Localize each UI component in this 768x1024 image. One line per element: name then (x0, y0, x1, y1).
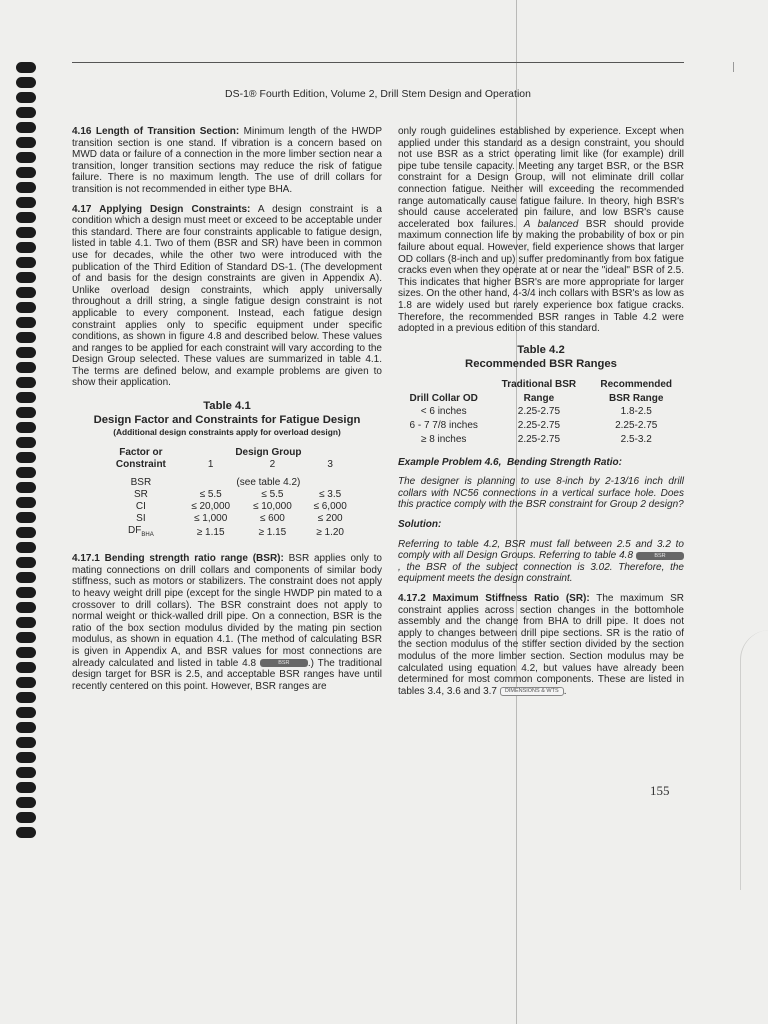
example-problem-label: Example Problem 4.6, (398, 456, 502, 468)
binding-hole (16, 572, 36, 583)
example-problem-title: Bending Strength Ratio: (506, 456, 622, 468)
binding-hole (16, 497, 36, 508)
table-row (102, 513, 357, 525)
binding-hole (16, 122, 36, 133)
cell: 2.25-2.75 (517, 419, 561, 431)
cell: ≥ 1.15 (258, 527, 287, 539)
section-4-17-2-end: . (563, 685, 567, 697)
binding-hole (16, 107, 36, 118)
bsr-note: (see table 4.2) (236, 476, 301, 488)
cell: ≤ 600 (259, 512, 285, 524)
binding-hole (16, 662, 36, 673)
binding-hole (16, 287, 36, 298)
binding-hole (16, 752, 36, 763)
binding-hole (16, 392, 36, 403)
section-4-17-1-body-b: .) The traditional design target for BSR is 2.5, and acceptable BSR ranges have until recently centered on this point. However, BSR ranges are (72, 657, 382, 692)
binding-hole (16, 302, 36, 313)
binding-hole (16, 827, 36, 838)
group-1-header: 1 (207, 458, 214, 470)
cell: < 6 inches (420, 405, 467, 417)
drill-collar-od-header: Drill Collar OD (409, 393, 478, 405)
page-number: 155 (650, 783, 670, 798)
group-3-header: 3 (327, 458, 333, 470)
section-4-16-heading: 4.16 Length of Transition Section: (72, 126, 240, 137)
bsr-link-button-2[interactable]: BSR (636, 552, 684, 560)
binding-hole (16, 437, 36, 448)
section-4-17-body: A design constraint is a condition which a design must meet or exceed to be acceptable under this standard. There are four constraints applicable to fatigue design, listed in table 4.1. Two of them (BSR and SR) have been in common use for decades, while the other two were introduced with the publication of the Third Edition of Standard DS-1. (The development of and basis for the design constraints are given in Appendix A). Unlike overload design constraints, which apply universally throughout a drill string, a single fatigue design constraint is not applicable to every component. Instead, each fatigue design constraint applies only to specific equipment under specific conditions, as shown in figure 4.8 and described below. These values and ranges to be applied for each constraint will vary according to the Design Group selected. These values are summarized in table 4.1. The terms are defined below, and example problems are given to show their application. (72, 203, 382, 389)
bsr-discussion-a: only rough guidelines established by experience. Except when applied under this standard as a design constraint, you should not use BSR as a strict operating limit like (for example) drill pipe tube tensile capacity. Meeting any target BSR, or the BSR constraint for a Design Group, will not eliminate drill collar connection fatigue. Neither will exceeding the recommended range automatically cause fatigue failure. In theory, high BSR's should cause accelerated pin failure, and low BSR's cause accelerated box failures. (398, 126, 684, 230)
binding-hole (16, 317, 36, 328)
cell: 1.8-2.5 (620, 405, 652, 417)
cell: ≥ 1.15 (196, 527, 225, 539)
table-row (398, 405, 684, 419)
table-row (102, 477, 357, 489)
df-label: DF (128, 524, 142, 536)
cell: ≥ 8 inches (420, 433, 467, 445)
binding-hole (16, 242, 36, 253)
row-label: BSR (130, 476, 152, 488)
table-4-1-note: (Additional design constraints apply for overload design) (113, 427, 341, 438)
table-row (102, 489, 357, 501)
example-heading (398, 457, 684, 469)
binding-hole (16, 767, 36, 778)
cell: ≤ 1,000 (194, 512, 228, 524)
section-4-16-body: Minimum length of the HWDP transition section is one stand. If vibration is a concern based on MWD data or failure of a connection in the more limber section near a transition, longer transition sections may reduce the risk of fatigue failure. There is no maximum length. The use of drill collars for transition is not recommended in either type BHA. (72, 126, 382, 195)
constraint-header: Constraint (115, 458, 166, 470)
binding-hole (16, 137, 36, 148)
binding-hole (16, 152, 36, 163)
page-curl (740, 630, 768, 890)
binding-hole (16, 362, 36, 373)
traditional-header: Traditional BSR (501, 379, 577, 391)
binding-hole (16, 167, 36, 178)
left-column (72, 126, 382, 700)
running-header: DS-1® Fourth Edition, Volume 2, Drill Stem Design and Operation (225, 89, 531, 100)
cell: ≤ 5.5 (199, 488, 222, 500)
binding-hole (16, 272, 36, 283)
spiral-binding (14, 62, 40, 842)
table-4-1 (72, 399, 382, 541)
section-4-17-1 (72, 553, 382, 692)
row-label: SR (133, 488, 148, 500)
df-subscript: BHA (141, 531, 154, 538)
cell: ≤ 20,000 (191, 500, 231, 512)
cell: 2.5-3.2 (620, 433, 652, 445)
binding-hole (16, 422, 36, 433)
row-label (102, 525, 180, 542)
table-row (102, 501, 357, 513)
table-4-2-title: Table 4.2 (517, 343, 565, 356)
binding-hole (16, 632, 36, 643)
section-4-17-1-heading: 4.17.1 Bending strength ratio range (BSR): (72, 553, 284, 565)
solution-body (398, 539, 684, 585)
cell: ≥ 1.20 (316, 527, 344, 539)
traditional-header-2: Range (523, 393, 555, 405)
table-4-1-title: Table 4.1 (203, 400, 251, 413)
table-4-2-grid (398, 377, 684, 447)
binding-hole (16, 677, 36, 688)
cell: ≤ 3.5 (319, 488, 342, 500)
binding-hole (16, 197, 36, 208)
binding-hole (16, 737, 36, 748)
section-4-17-2-heading: 4.17.2 Maximum Stiffness Ratio (SR): (398, 593, 590, 605)
section-4-17-heading: 4.17 Applying Design Constraints: (72, 203, 251, 215)
cell: 2.25-2.75 (615, 419, 658, 431)
binding-hole (16, 452, 36, 463)
binding-hole (16, 797, 36, 808)
cell: 2.25-2.75 (517, 405, 561, 417)
binding-hole (16, 812, 36, 823)
section-4-17 (72, 204, 382, 390)
table-4-1-grid (102, 447, 357, 542)
table-row (102, 525, 357, 542)
recommended-header: Recommended (600, 379, 673, 391)
binding-hole (16, 92, 36, 103)
binding-hole (16, 557, 36, 568)
factor-header: Factor or (119, 446, 163, 458)
binding-hole (16, 467, 36, 478)
binding-hole (16, 212, 36, 223)
binding-hole (16, 227, 36, 238)
right-column (398, 126, 684, 705)
row-label: SI (136, 512, 146, 524)
section-4-16 (72, 126, 382, 196)
binding-hole (16, 407, 36, 418)
binding-hole (16, 542, 36, 553)
section-4-17-2 (398, 593, 684, 697)
binding-hole (16, 527, 36, 538)
header-rule (72, 62, 684, 63)
binding-hole (16, 347, 36, 358)
binding-hole (16, 587, 36, 598)
edge-mark (733, 62, 734, 72)
table-row (398, 419, 684, 433)
dimensions-link-button[interactable]: DIMENSIONS & WTS (500, 687, 564, 696)
group-2-header: 2 (269, 458, 276, 470)
bsr-discussion-italic: A balanced (523, 218, 579, 230)
binding-hole (16, 647, 36, 658)
section-4-17-2-body: The maximum SR constraint applies across section changes in the bottomhole assembly and the change from BHA to drill pipe. It does not apply to changes between drill pipe sections. SR is the ratio of the section modulus of the stiffer section divided by the section modulus of the more limber section. Section modulus may be calculated using equation 4.2, but values have already been determined for most common components. These are listed in tables 3.4, 3.6 and 3.7 (398, 593, 684, 697)
recommended-header-2: BSR Range (608, 393, 664, 405)
bsr-discussion-b: BSR should provide maximum connection life by making the probability of box or pin failure about equal. However, field experience shows that larger OD collars (8-inch and up) suffer predominantly from box fatigue cracks even when they operate at or near the "ideal" BSR of 2.5. This indicates that higher BSR's are more appropriate for larger sizes. On the other hand, 4-3/4 inch collars with BSR's as low as 1.8 are widely used but rarely experience box fatigue cracks. Therefore, the recommended BSR ranges in Table 4.2 were adopted in a previous edition of this standard. (398, 218, 685, 335)
cell: ≤ 10,000 (252, 500, 292, 512)
table-4-2-subtitle: Recommended BSR Ranges (465, 357, 617, 370)
binding-hole (16, 692, 36, 703)
cell: 2.25-2.75 (517, 433, 561, 445)
table-row (398, 433, 684, 447)
table-4-2 (398, 343, 684, 447)
binding-hole (16, 62, 36, 73)
binding-hole (16, 257, 36, 268)
example-body: The designer is planning to use 8-inch by 2-13/16 inch drill collars with NC56 connections in a vertical surface hole. Does this practice comply with the BSR constraint for Group 2 design? (398, 476, 684, 511)
binding-hole (16, 182, 36, 193)
cell: ≤ 200 (317, 512, 343, 524)
bsr-link-button[interactable]: BSR (260, 659, 308, 667)
section-4-17-1-body-a: BSR applies only to mating connections on drill collars and components of similar body stiffness, such as motors or stabilizers. The constraint does not apply to heavy weight drill pipe (except for the single HWDP pin mated to a crossover to drill collars). The BSR constraint does not apply to normal weight or thick-walled drill pipe. On a connection, BSR is the ratio of the box section modulus divided by the mating pin section modulus, as shown in equation 4.1. (The method of calculating BSR is given in Appendix A, and BSR values for most connections are already calculated and listed in table 4.8 (72, 553, 382, 669)
table-4-1-subtitle: Design Factor and Constraints for Fatigue Design (93, 414, 361, 427)
bsr-discussion (398, 126, 684, 335)
solution-body-a: Referring to table 4.2, BSR must fall between 2.5 and 3.2 to comply with all Design Groups. Referring to table 4.8 (398, 538, 684, 562)
binding-hole (16, 377, 36, 388)
binding-hole (16, 482, 36, 493)
solution-body-b: , the BSR of the subject connection is 3.02. Therefore, the equipment meets the design constraint. (398, 561, 684, 585)
binding-hole (16, 512, 36, 523)
binding-hole (16, 77, 36, 88)
binding-hole (16, 722, 36, 733)
cell: ≤ 5.5 (261, 488, 284, 500)
solution-heading: Solution: (398, 519, 442, 531)
binding-hole (16, 332, 36, 343)
cell: 6 - 7 7/8 inches (409, 419, 478, 431)
binding-hole (16, 602, 36, 613)
binding-hole (16, 707, 36, 718)
binding-hole (16, 782, 36, 793)
binding-hole (16, 617, 36, 628)
row-label: CI (135, 500, 146, 512)
cell: ≤ 6,000 (313, 500, 347, 512)
design-group-header: Design Group (235, 446, 302, 458)
